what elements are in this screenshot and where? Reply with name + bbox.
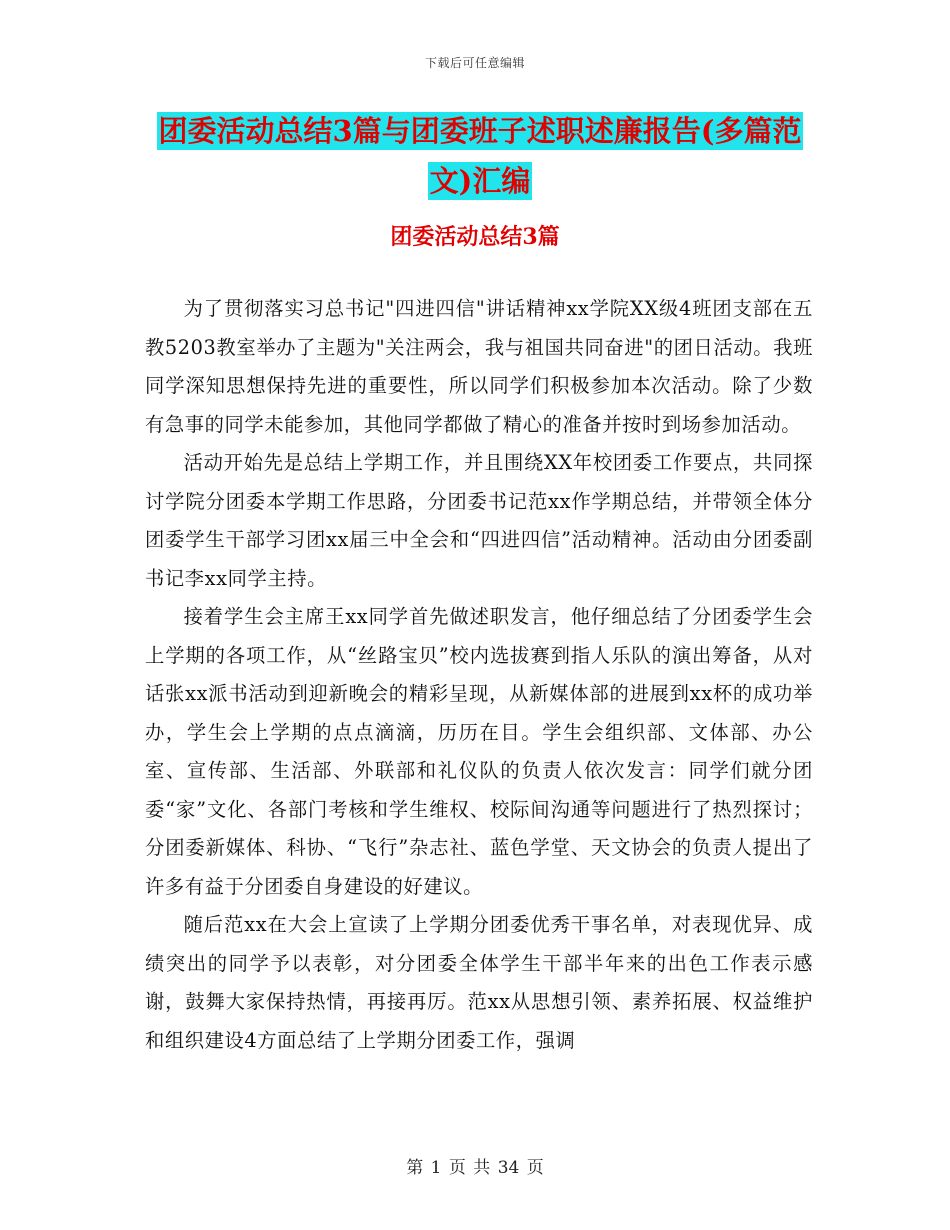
paragraph-2: 活动开始先是总结上学期工作，并且围绕XX年校团委工作要点，共同探讨学院分团委本学期工作思路，分团委书记范xx作学期总结，并带领全体分团委学生干部学习团xx届三中全会和“四进四信”活动精神。活动由分团委副书记李xx同学主持。 (145, 451, 813, 590)
paragraph-1: 为了贯彻落实习总书记"四进四信"讲话精神xx学院XX级4班团支部在五教5203教室举办了主题为"关注两会，我与祖国共同奋进"的团日活动。我班同学深知思想保持先进的重要性，所以同学们积极参加本次活动。除了少数有急事的同学未能参加，其他同学都做了精心的准备并按时到场参加活动。 (145, 297, 813, 436)
document-title (140, 106, 820, 206)
page-number-footer: 第 1 页 共 34 页 (406, 1158, 544, 1178)
header-note: 下载后可任意编辑 (424, 56, 525, 70)
section-title: 团委活动总结3篇 (390, 224, 560, 250)
paragraph-4: 随后范xx在大会上宣读了上学期分团委优秀干事名单，对表现优异、成绩突出的同学予以表彰，对分团委全体学生干部半年来的出色工作表示感谢，鼓舞大家保持热情，再接再厉。范xx从思想引领、素养拓展、权益维护和组织建设4方面总结了上学期分团委工作，强调 (145, 913, 813, 1052)
paragraph-3: 接着学生会主席王xx同学首先做述职发言，他仔细总结了分团委学生会上学期的各项工作，从“丝路宝贝”校内选拔赛到指人乐队的演出筹备，从对话张xx派书活动到迎新晚会的精彩呈现，从新媒体部的进展到xx杯的成功举办，学生会上学期的点点滴滴，历历在目。学生会组织部、文体部、办公室、宣传部、生活部、外联部和礼仪队的负责人依次发言：同学们就分团委“家”文化、各部门考核和学生维权、校际间沟通等问题进行了热烈探讨；分团委新媒体、科协、“飞行”杂志社、蓝色学堂、天文协会的负责人提出了许多有益于分团委自身建设的好建议。 (145, 605, 813, 898)
document-title-text: 团委活动总结3篇与团委班子述职述廉报告(多篇范文)汇编 (158, 114, 802, 198)
document-body (145, 290, 813, 1060)
